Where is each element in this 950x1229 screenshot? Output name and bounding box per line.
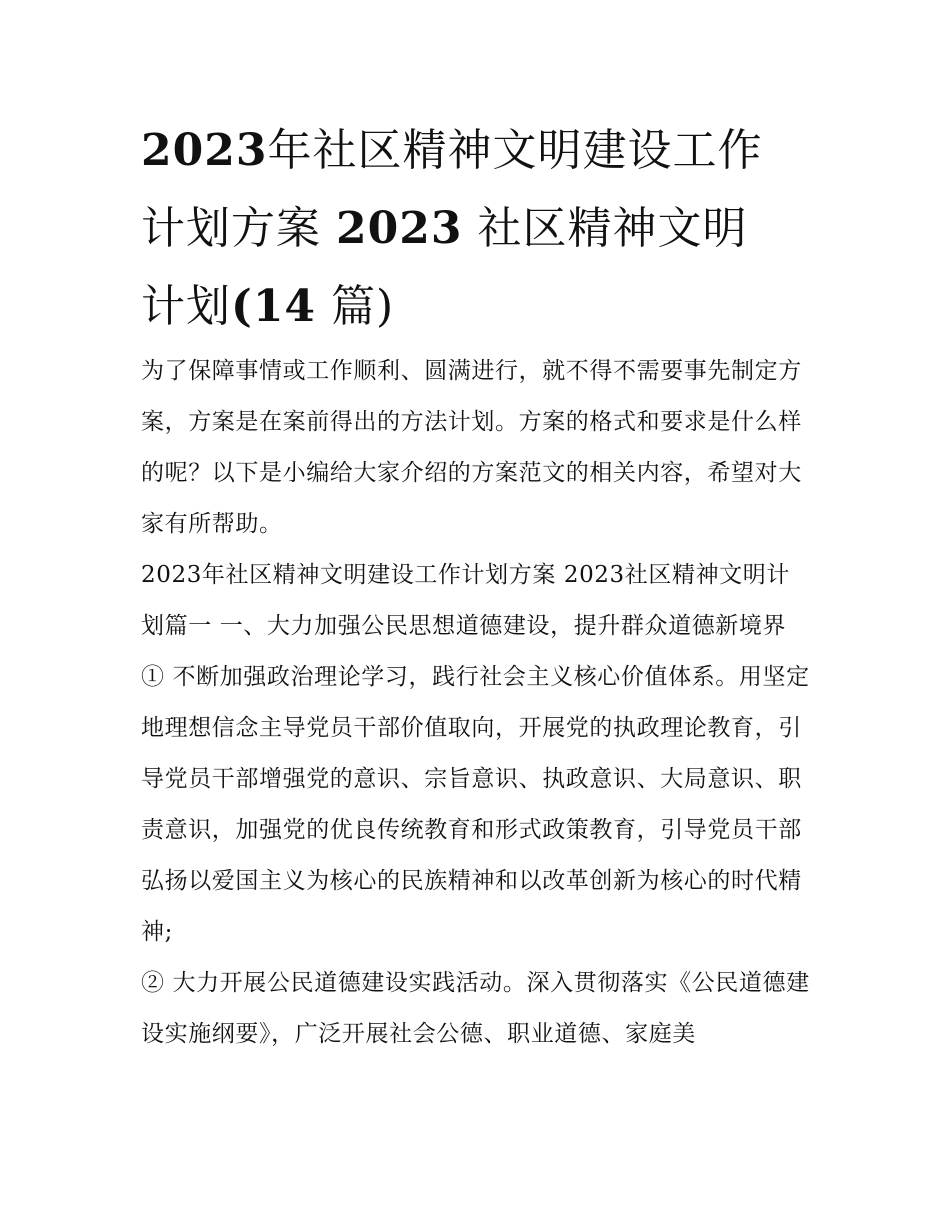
title-line-1 [141, 112, 813, 190]
title-year: 2023 [336, 203, 463, 254]
title-text: 社区精神文明 [477, 203, 748, 254]
intro-paragraph: 为了保障事情或工作顺利、圆满进行，就不得不需要事先制定方案，方案是在案前得出的方法计划。方案的格式和要求是什么样的呢？以下是小编给大家介绍的方案范文的相关内容，希望对大家有所帮助。 [141, 358, 802, 537]
title-text: 年社区精神文明建设工作 [267, 125, 763, 176]
section-heading-paragraph: 2023年社区精神文明建设工作计划方案 2023社区精神文明计划篇一 一、大力加强公民思想道德建设，提升群众道德新境界 [141, 562, 790, 639]
document-title [141, 112, 813, 346]
document-page [141, 112, 813, 1060]
list-item-2-paragraph: ② 大力开展公民道德建设实践活动。深入贯彻落实《公民道德建设实施纲要》，广泛开展社会公德、职业道德、家庭美 [141, 970, 810, 1047]
title-year: 2023 [141, 125, 268, 176]
list-item-1-paragraph: ① 不断加强政治理论学习，践行社会主义核心价值体系。用坚定地理想信念主导党员干部价值取向，开展党的执政理论教育，引导党员干部增强党的意识、宗旨意识、执政意识、大局意识、职责意识，加强党的优良传统教育和形式政策教育，引导党员干部弘扬以爱国主义为核心的民族精神和以改革创新为核心的时代精神; [141, 664, 810, 945]
title-line-2 [141, 190, 813, 268]
title-text: 篇) [331, 281, 395, 332]
title-count: (14 [231, 281, 317, 332]
title-text: 计划方案 [141, 203, 321, 254]
title-line-3 [141, 268, 813, 346]
title-text: 计划 [141, 281, 231, 332]
